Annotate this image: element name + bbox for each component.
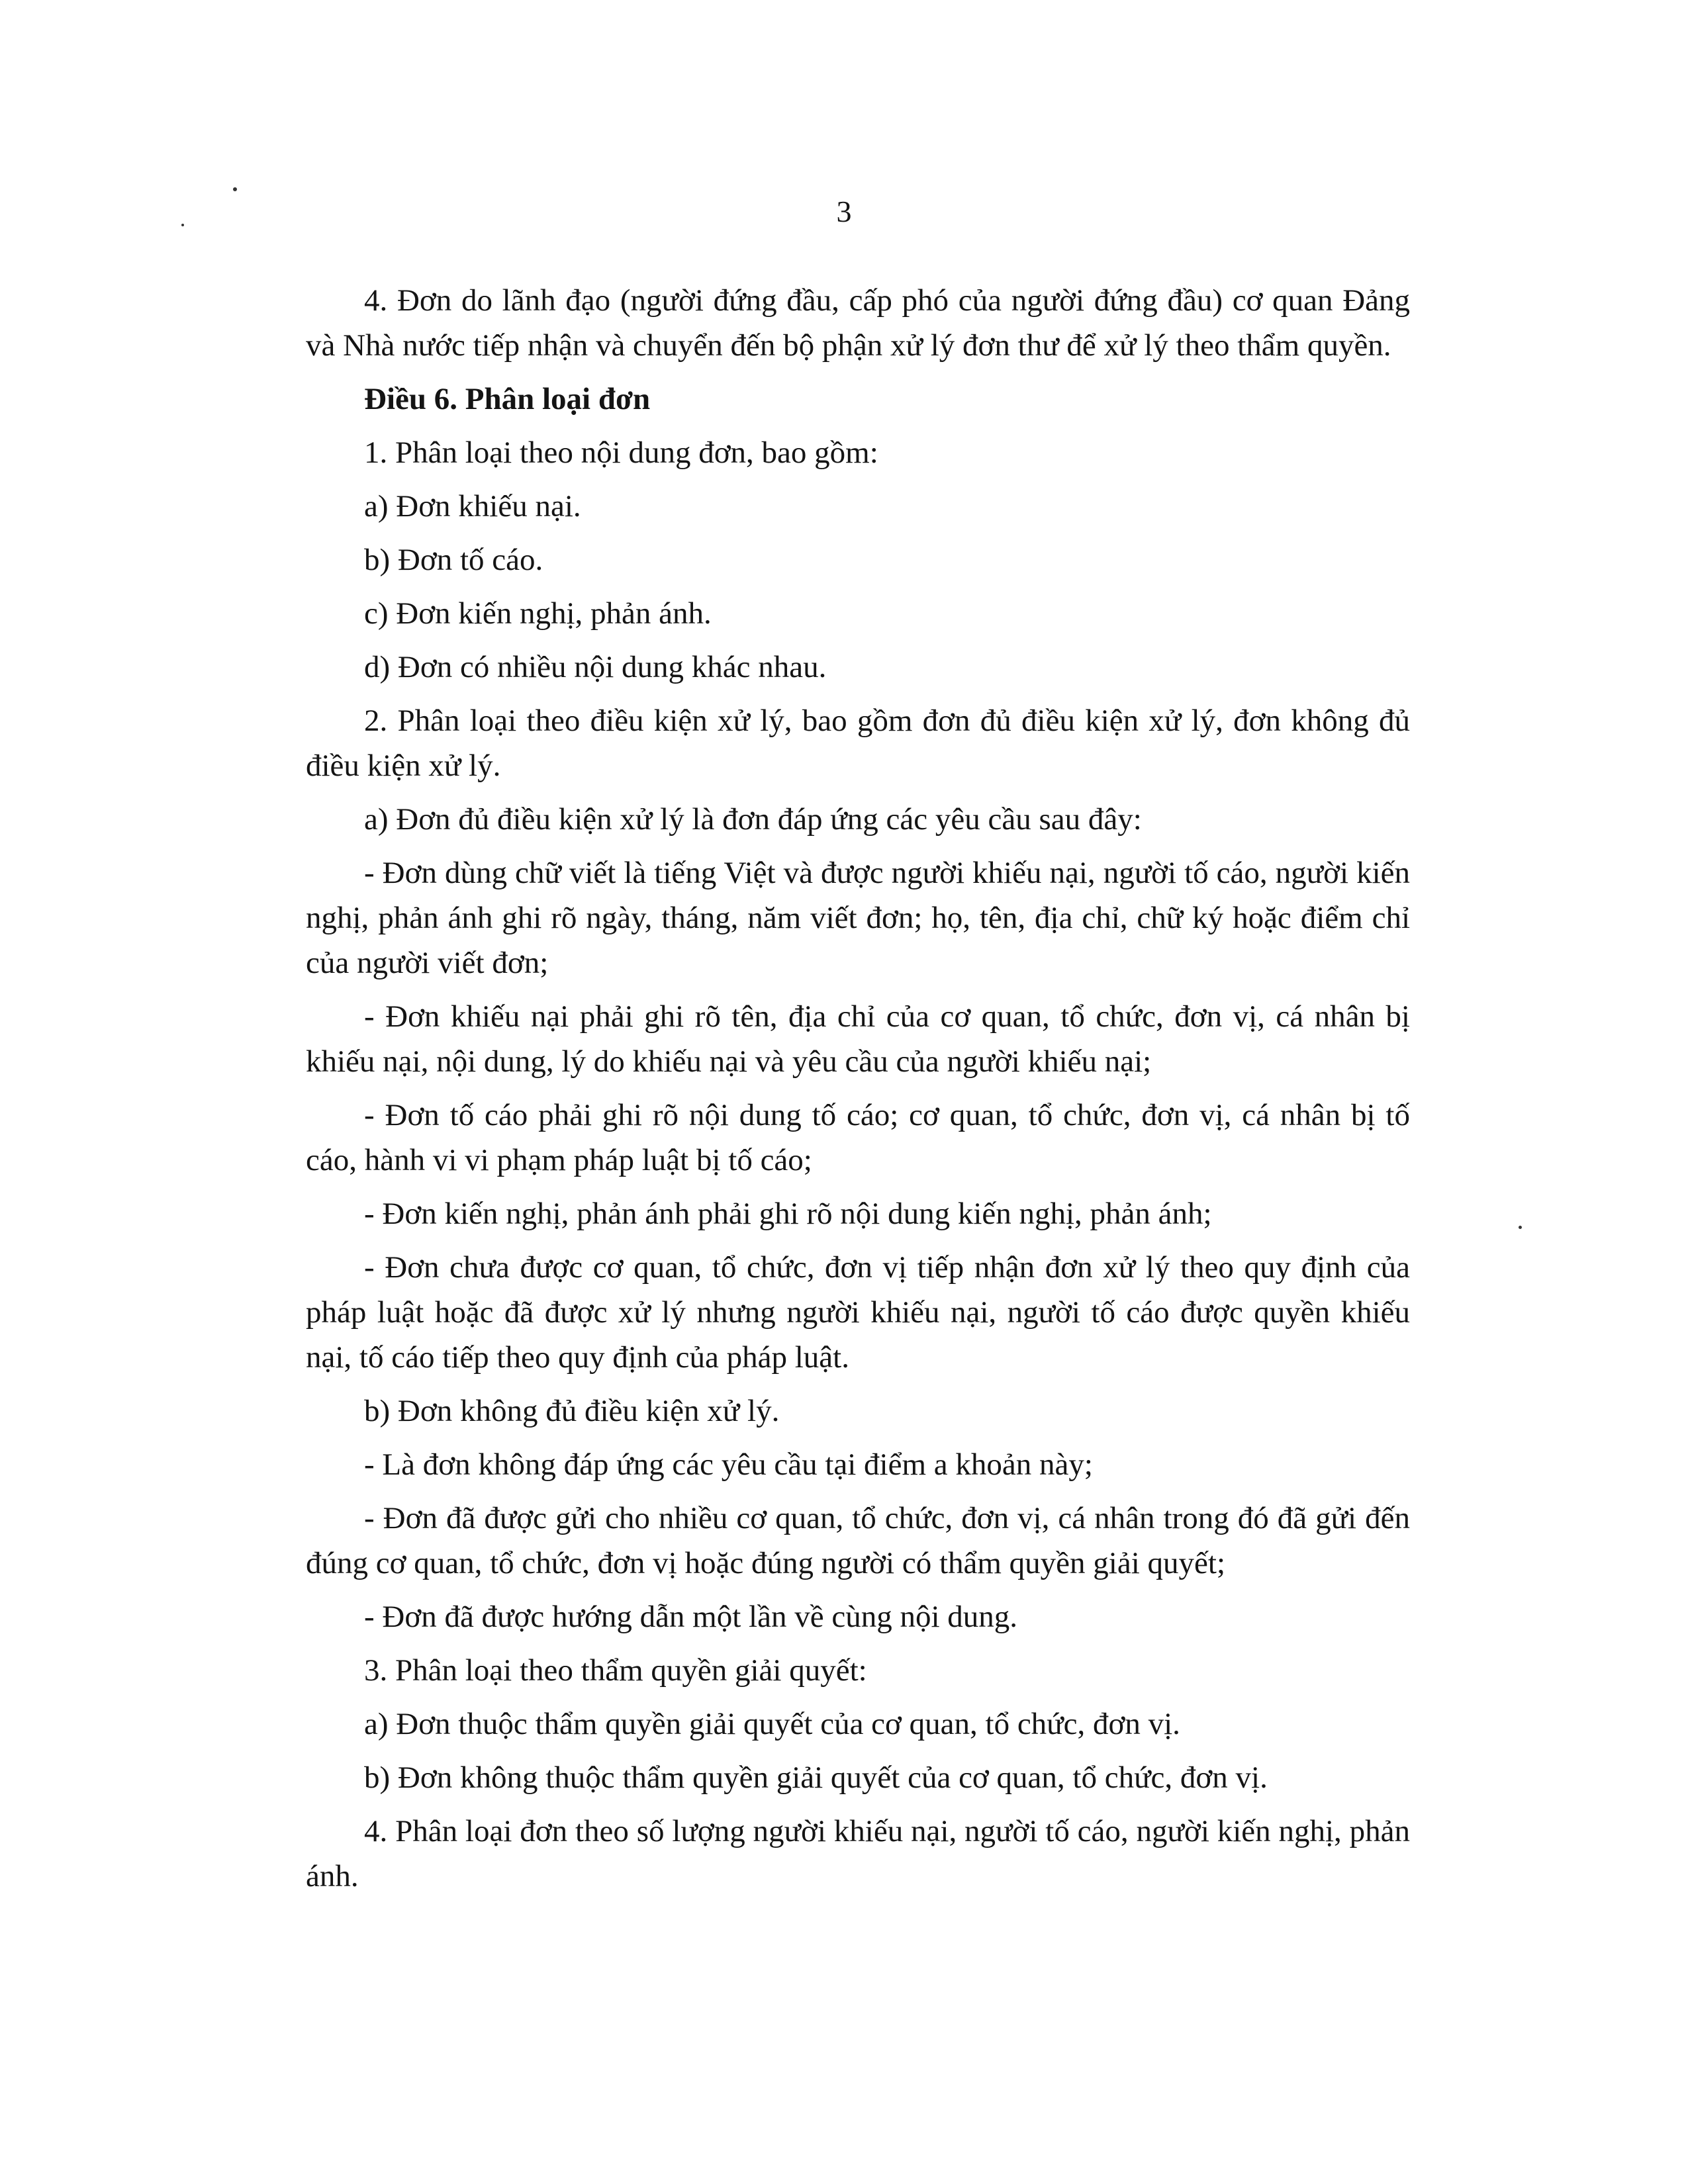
paragraph-classify-count: 4. Phân loại đơn theo số lượng người khiếu nại, người tố cáo, người kiến nghị, phản ánh. bbox=[306, 1814, 1410, 1893]
scan-speck bbox=[233, 187, 237, 191]
paragraph-eligible-not-processed: - Đơn chưa được cơ quan, tổ chức, đơn vị tiếp nhận đơn xử lý theo quy định của pháp luật hoặc đã được xử lý nhưng người khiếu nại, người tố cáo được quyền khiếu nại, tố cáo tiếp theo quy định của pháp luật. bbox=[306, 1250, 1410, 1375]
paragraph-ineligible-requirements: - Là đơn không đáp ứng các yêu cầu tại điểm a khoản này; bbox=[364, 1447, 1093, 1482]
paragraph-multiple-content: d) Đơn có nhiều nội dung khác nhau. bbox=[364, 650, 827, 684]
paragraph-within-authority: a) Đơn thuộc thẩm quyền giải quyết của cơ quan, tổ chức, đơn vị. bbox=[364, 1707, 1180, 1741]
paragraph-classify-authority: 3. Phân loại theo thẩm quyền giải quyết: bbox=[364, 1653, 867, 1688]
paragraph-denunciation: b) Đơn tố cáo. bbox=[364, 543, 543, 577]
paragraph-ineligible: b) Đơn không đủ điều kiện xử lý. bbox=[364, 1394, 780, 1428]
paragraph-petition: c) Đơn kiến nghị, phản ánh. bbox=[364, 596, 712, 631]
paragraph-eligible-denunciation: - Đơn tố cáo phải ghi rõ nội dung tố cáo; cơ quan, tổ chức, đơn vị, cá nhân bị tố cáo, hành vi vi phạm pháp luật bị tố cáo; bbox=[306, 1098, 1410, 1177]
scan-speck bbox=[1519, 1226, 1522, 1229]
paragraph-item-4-receipt: 4. Đơn do lãnh đạo (người đứng đầu, cấp phó của người đứng đầu) cơ quan Đảng và Nhà nước tiếp nhận và chuyển đến bộ phận xử lý đơn thư để xử lý theo thẩm quyền. bbox=[306, 283, 1410, 363]
paragraph-outside-authority: b) Đơn không thuộc thẩm quyền giải quyết của cơ quan, tổ chức, đơn vị. bbox=[364, 1760, 1268, 1795]
article-heading: Điều 6. Phân loại đơn bbox=[364, 382, 651, 416]
page-number: 3 bbox=[836, 195, 852, 228]
paragraph-eligible-petition: - Đơn kiến nghị, phản ánh phải ghi rõ nội dung kiến nghị, phản ánh; bbox=[364, 1197, 1212, 1231]
paragraph-eligible: a) Đơn đủ điều kiện xử lý là đơn đáp ứng các yêu cầu sau đây: bbox=[364, 802, 1142, 837]
paragraph-eligible-complaint: - Đơn khiếu nại phải ghi rõ tên, địa chỉ của cơ quan, tổ chức, đơn vị, cá nhân bị khiếu nại, nội dung, lý do khiếu nại và yêu cầu của người khiếu nại; bbox=[306, 999, 1410, 1079]
paragraph-classify-content: 1. Phân loại theo nội dung đơn, bao gồm: bbox=[364, 435, 878, 470]
body-text bbox=[306, 278, 1410, 1907]
paragraph-ineligible-multiple-recipients: - Đơn đã được gửi cho nhiều cơ quan, tổ chức, đơn vị, cá nhân trong đó đã gửi đến đúng cơ quan, tổ chức, đơn vị hoặc đúng người có thẩm quyền giải quyết; bbox=[306, 1501, 1410, 1580]
paragraph-classify-condition: 2. Phân loại theo điều kiện xử lý, bao gồm đơn đủ điều kiện xử lý, đơn không đủ điều kiện xử lý. bbox=[306, 704, 1410, 783]
paragraph-eligible-language: - Đơn dùng chữ viết là tiếng Việt và được người khiếu nại, người tố cáo, người kiến nghị, phản ánh ghi rõ ngày, tháng, năm viết đơn; họ, tên, địa chỉ, chữ ký hoặc điểm chỉ của người viết đơn; bbox=[306, 856, 1410, 980]
paragraph-ineligible-guided: - Đơn đã được hướng dẫn một lần về cùng nội dung. bbox=[364, 1600, 1017, 1634]
paragraph-complaint: a) Đơn khiếu nại. bbox=[364, 489, 581, 523]
